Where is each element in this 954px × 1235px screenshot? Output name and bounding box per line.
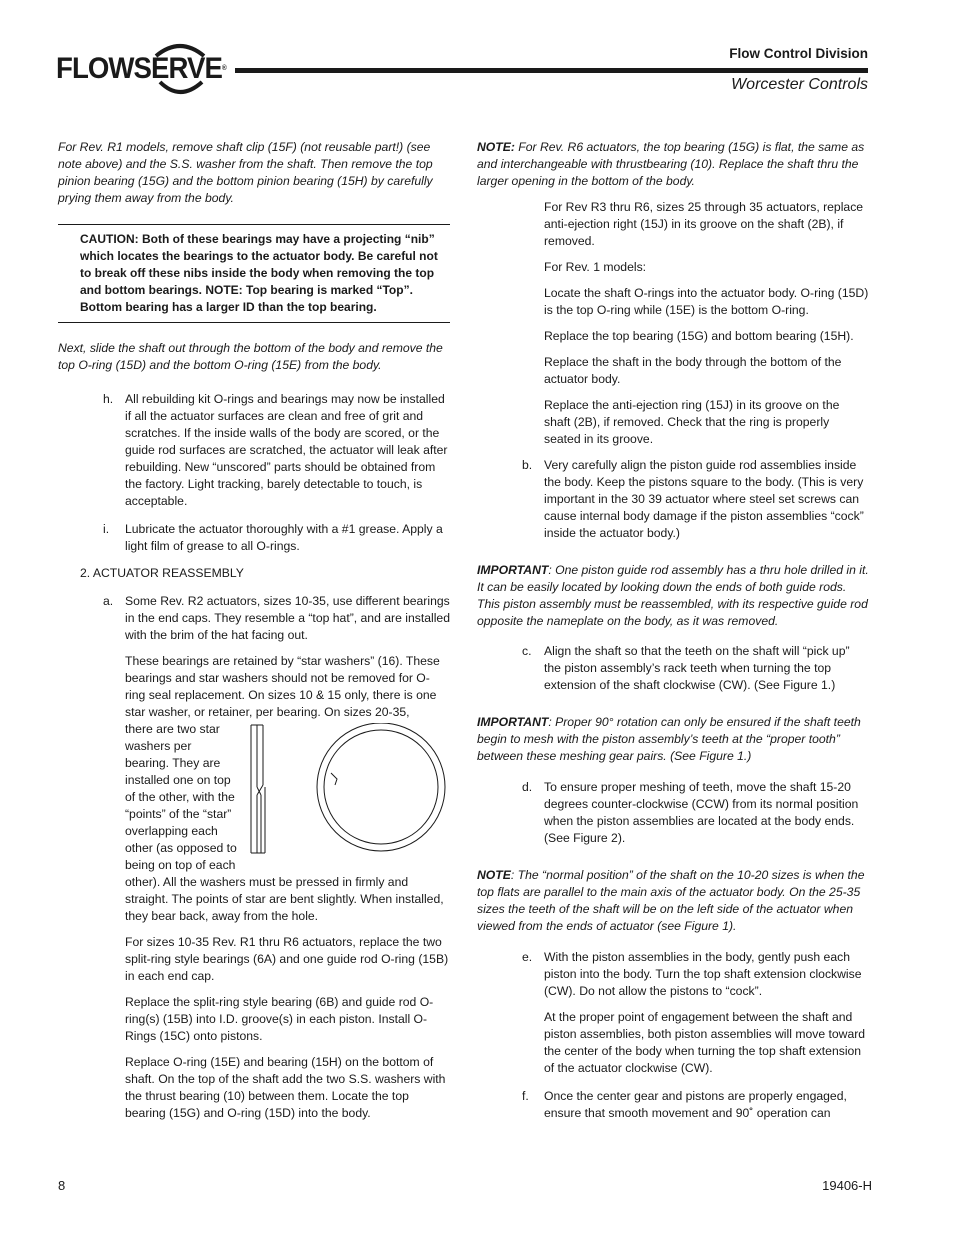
list-marker-d: d. (522, 780, 533, 794)
list-item-i (58, 521, 450, 555)
logo-text: FLOWSERVE (56, 52, 223, 85)
list-text-a: Some Rev. R2 actuators, sizes 10-35, use different bearings in the end caps. They resemble a “top hat”, and are installed with the brim of the hat facing out. (125, 594, 450, 642)
note-normal-position (477, 867, 869, 935)
list-marker-c: c. (522, 644, 532, 658)
list-item-b (477, 457, 869, 542)
logo-swoosh-icon (150, 38, 210, 100)
star-washer-diagram (243, 723, 453, 863)
note-text: : The “normal position” of the shaft on the 10-20 sizes is when the top flats are parallel to the main axis of the actuator body. On the 25-35 sizes the teeth of the shaft will be on the left side of the actuator when viewed from the ends of actuator (see Figure 1). (477, 868, 865, 933)
shaft-clip-paragraph: For Rev. R1 models, remove shaft clip (15F) (not reusable part!) (see note above) and the S.S. washer from the shaft. Then remove the top pinion bearing (15G) and the bottom pinion bearing (15H) by carefully prying them away from the body. (58, 140, 433, 205)
replace-shaft-paragraph: Replace the shaft in the body through the bottom of the actuator body. (544, 355, 842, 386)
important-text: : One piston guide rod assembly has a thru hole drilled in it. It can be easily located by looking down the ends of both guide rods. This piston assembly must be reassembled, with its respective guide rod opposite the nameplate on the body, as it was removed. (477, 563, 869, 628)
document-number: 19406-H (822, 1178, 872, 1193)
header-rule (235, 68, 868, 73)
caution-text: CAUTION: Both of these bearings may have a projecting “nib” which locates the bearings to the actuator body. Be careful not to break off these nibs inside the body when removing the top and bottom bearings. NOTE: Top bearing is marked “Top”. Bottom bearing has a larger ID than the top bearing. (80, 232, 438, 314)
list-item-f (477, 1088, 869, 1122)
list-text-d: To ensure proper meshing of teeth, move the shaft 15-20 degrees counter-clockwise (CCW) from its normal position when the piston assemblies are located at the body ends. (See Figure 2). (544, 780, 859, 845)
important-label: IMPORTANT (477, 563, 549, 577)
replace-top-bearing-paragraph: Replace the top bearing (15G) and bottom bearing (15H). (544, 329, 854, 343)
rev1-label: For Rev. 1 models: (544, 260, 647, 274)
left-column (58, 139, 450, 1122)
division-name: Flow Control Division (729, 46, 868, 61)
star-washer-figure-block (58, 721, 450, 874)
engagement-paragraph: At the proper point of engagement between the shaft and piston assemblies, both piston assemblies will move toward the center of the body when turning the top shaft extension of the actuator clockwise (CW). (544, 1010, 866, 1075)
important-text: : Proper 90° rotation can only be ensured if the shaft teeth begin to mesh with the piston assembly’s teeth at the “proper tooth” between these meshing gear pairs. (See Figure 1.) (477, 715, 861, 763)
split-ring-sizes-paragraph: For sizes 10-35 Rev. R1 thru R6 actuators, replace the two split-ring style bearings (6A) and one guide rod O-ring (15B) in each end cap. (125, 935, 449, 983)
page-number: 8 (58, 1178, 66, 1193)
list-text-c: Align the shaft so that the teeth on the shaft will “pick up” the piston assembly’s rack teeth when turning the top extension of the shaft clockwise (CW). (See Figure 1.) (544, 644, 850, 692)
star-washers-tail: other). All the washers must be pressed in firmly and straight. The points of star are bent slightly. When installed, they bear back, away from the hole. (125, 875, 444, 923)
washer-side-view (251, 725, 265, 853)
caution-box (58, 224, 450, 323)
section-heading-reassembly: 2. ACTUATOR REASSEMBLY (80, 566, 244, 580)
list-item-c (477, 643, 869, 694)
slide-shaft-paragraph: Next, slide the shaft out through the bottom of the body and remove the top O-ring (15D) and the bottom O-ring (15E) from the body. (58, 341, 443, 372)
replace-anti-ejection-paragraph: Replace the anti-ejection ring (15J) in its groove on the shaft (2B), if removed. Check that the ring is properly seated in its groove. (544, 398, 840, 446)
note-label: NOTE: (477, 140, 515, 154)
important-rotation (477, 714, 869, 765)
oring-bearing-paragraph: Replace O-ring (15E) and bearing (15H) on the bottom of shaft. On the top of the shaft add the two S.S. washers with the thrust bearing (10) between them. Locate the top bearing (15G) and O-ring (15D) into the body. (125, 1055, 446, 1120)
list-marker-i: i. (103, 522, 110, 536)
note-rev-r6 (477, 139, 869, 190)
list-text-f: Once the center gear and pistons are properly engaged, ensure that smooth movement and 90˚ operation can (544, 1089, 847, 1120)
subdivision-name: Worcester Controls (731, 76, 868, 93)
washer-top-view (317, 723, 445, 851)
locate-orings-paragraph: Locate the shaft O-rings into the actuator body. O-ring (15D) is the top O-ring while (15E) is the bottom O-ring. (544, 286, 869, 317)
logo-registered-mark: ® (222, 65, 226, 72)
right-column (477, 139, 869, 1122)
note-label: NOTE (477, 868, 511, 882)
star-washers-lead: These bearings are retained by “star washers” (16). These bearings and star washers should not be removed for O-ring seal replacement. On sizes 10 & 15 only, there is one star washer, or retainer, per bearing. On sizes 20-35, (125, 654, 440, 719)
list-text-e: With the piston assemblies in the body, gently push each piston into the body. Turn the top shaft extension clockwise (CW). Do not allow the pistons to “cock”. (544, 950, 862, 998)
list-marker-a: a. (103, 594, 114, 608)
list-marker-b: b. (522, 458, 533, 472)
list-item-a (58, 593, 450, 644)
list-text-b: Very carefully align the piston guide rod assemblies inside the body. Keep the pistons square to the body. (This is very important in the 30 39 actuator where steel set screws can cause internal body damage if the piston assemblies “cock” inside the actuator body.) (544, 458, 864, 540)
important-guide-rod (477, 562, 869, 630)
list-marker-e: e. (522, 950, 533, 964)
important-label: IMPORTANT (477, 715, 549, 729)
list-text-h: All rebuilding kit O-rings and bearings may now be installed if all the actuator surfaces are clean and free of grit and scratches. If the inside walls of the body are scored, or the guide rod surfaces are scratched, the actuator will leak after rebuilding. New “unscored” parts should be obtained from the factory. Light tracking, barely detectable to touch, is acceptable. (125, 392, 448, 508)
list-item-h (58, 391, 450, 510)
list-item-d (477, 779, 869, 847)
list-item-e (477, 949, 869, 1000)
note-text: For Rev. R6 actuators, the top bearing (15G) is flat, the same as and interchangeable with thrustbearing (10). Replace the shaft thru the larger opening in the bottom of the body. (477, 140, 865, 188)
list-text-i: Lubricate the actuator thoroughly with a #1 grease. Apply a light film of grease to all O-rings. (125, 522, 443, 553)
list-marker-h: h. (103, 392, 114, 406)
split-ring-piston-paragraph: Replace the split-ring style bearing (6B) and guide rod O-ring(s) (15B) into I.D. groove(s) in each piston. Install O-Rings (15C) onto pistons. (125, 995, 434, 1043)
star-washers-wrap: there are two star washers per bearing. They are installed one on top of the other, with the “points” of the “star” overlapping each other (as opposed to being on top of each (125, 722, 237, 872)
rev-r3-paragraph: For Rev R3 thru R6, sizes 25 through 35 actuators, replace anti-ejection right (15J) in its groove on the shaft (2B), if removed. (544, 200, 864, 248)
list-marker-f: f. (522, 1089, 529, 1103)
